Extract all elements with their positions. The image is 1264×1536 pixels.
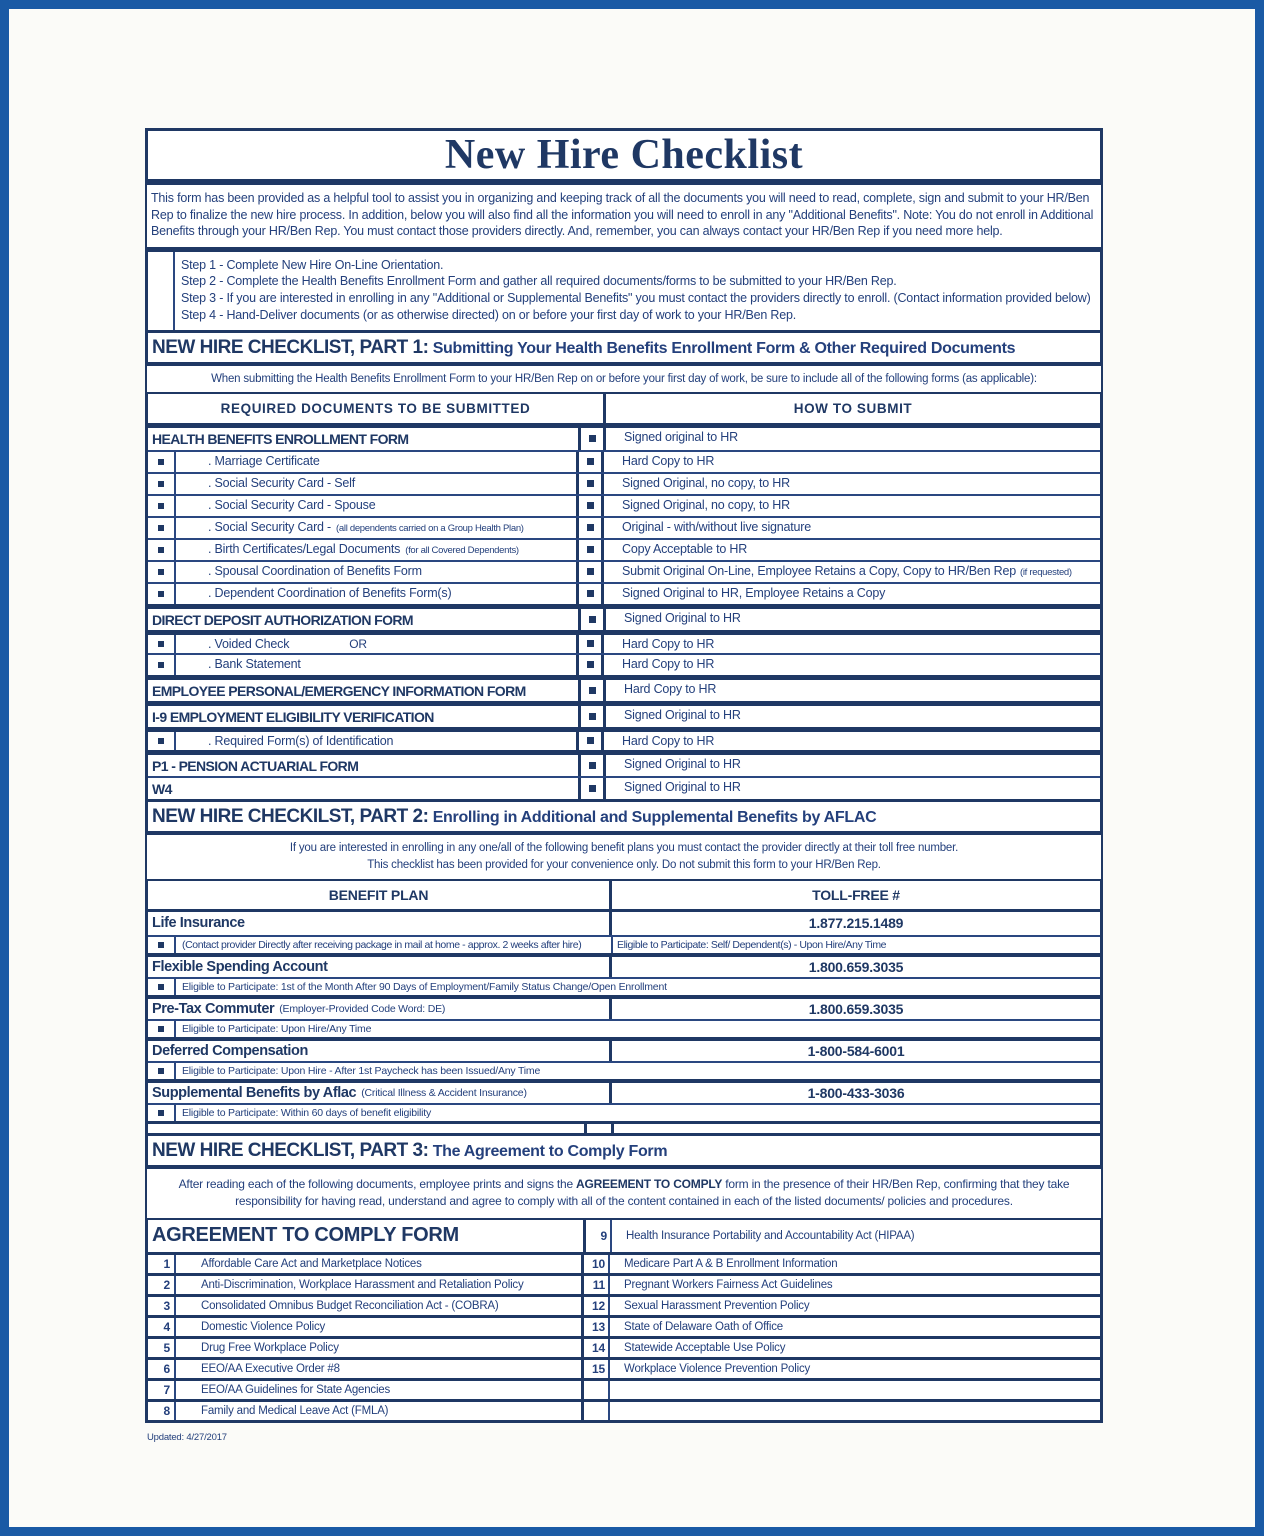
- item-number: 7: [148, 1381, 176, 1399]
- item-number: 5: [148, 1339, 176, 1357]
- table-row: [148, 776, 1100, 799]
- table-row: [148, 1357, 1100, 1378]
- table-row: [148, 1079, 1100, 1103]
- bullet-icon: [576, 732, 604, 750]
- part2-heading-prefix: NEW HIRE CHECKILST, PART 2:: [152, 805, 429, 827]
- table-row: [148, 630, 1100, 653]
- eligibility-note: Eligible to Participate: Upon Hire/Any Time: [182, 1022, 372, 1035]
- table-row: [148, 428, 1100, 450]
- part2-note-line1: If you are interested in enrolling in any one/all of the following benefit plans you must contact the provider directly at their toll free number.: [289, 841, 959, 854]
- bullet-icon: [578, 778, 606, 799]
- bullet-icon: [576, 540, 604, 560]
- agreement-item: Sexual Harassment Prevention Policy: [624, 1299, 810, 1312]
- table-row: [148, 1037, 1100, 1061]
- submit-method: Hard Copy to HR: [624, 681, 717, 696]
- item-number: 14: [584, 1339, 610, 1357]
- submit-method: Copy Acceptable to HR: [622, 541, 748, 556]
- table-row: [148, 653, 1100, 675]
- submit-method: Hard Copy to HR: [622, 733, 715, 748]
- submit-note: (if requested): [1020, 566, 1072, 578]
- table-row: [148, 516, 1100, 538]
- document-note: (for all Covered Dependents): [405, 544, 519, 556]
- item-number: 10: [584, 1255, 610, 1273]
- submit-method: Signed Original to HR: [624, 756, 741, 771]
- part1-heading: [145, 333, 1103, 366]
- bullet-icon: [578, 680, 606, 701]
- document-name: HEALTH BENEFITS ENROLLMENT FORM: [152, 431, 409, 448]
- part3-table: [145, 1220, 1103, 1423]
- agreement-item: Anti-Discrimination, Workplace Harassment and Retaliation Policy: [176, 1276, 584, 1294]
- table-row: [148, 582, 1100, 604]
- bullet-icon: [576, 584, 604, 604]
- item-number: 4: [148, 1318, 176, 1336]
- part2-heading-rest: Enrolling in Additional and Supplemental Benefits by AFLAC: [432, 808, 877, 826]
- document: [145, 128, 1103, 1443]
- bullet-icon: [148, 937, 176, 953]
- eligibility-row: [148, 1061, 1100, 1079]
- agreement-item: EEO/AA Guidelines for State Agencies: [176, 1381, 584, 1399]
- agreement-item: Pregnant Workers Fairness Act Guidelines: [624, 1278, 833, 1291]
- toll-free-number: 1-800-584-6001: [807, 1042, 905, 1059]
- agreement-item: Drug Free Workplace Policy: [176, 1339, 584, 1357]
- bullet-icon: [576, 474, 604, 494]
- submit-method: Signed Original to HR: [624, 707, 741, 722]
- eligibility-row: [148, 1019, 1100, 1037]
- submit-method: Original - with/without live signature: [622, 519, 812, 534]
- column-header-required-documents: REQUIRED DOCUMENTS TO BE SUBMITTED: [148, 394, 606, 423]
- toll-free-number: 1-800-433-3036: [807, 1084, 905, 1101]
- table-row: [148, 1336, 1100, 1357]
- part2-column-headers: [148, 881, 1100, 912]
- agreement-item: Family and Medical Leave Act (FMLA): [176, 1402, 584, 1420]
- bullet-icon: [576, 655, 604, 675]
- part1-table: [145, 428, 1103, 802]
- step-item: Step 1 - Complete New Hire On-Line Orientation.: [181, 257, 444, 272]
- part3-heading-rest: The Agreement to Comply Form: [432, 1142, 668, 1160]
- part2-table: [145, 881, 1103, 1136]
- document-name: . Spousal Coordination of Benefits Form: [208, 563, 422, 578]
- agreement-item: Consolidated Omnibus Budget Reconciliation Act - (COBRA): [176, 1297, 584, 1315]
- document-name: . Social Security Card -: [208, 519, 332, 534]
- eligibility-note: (Contact provider Directly after receiving package in mail at home - approx. 2 weeks after hire): [176, 937, 613, 953]
- item-number: 3: [148, 1297, 176, 1315]
- benefit-plan-name: Supplemental Benefits by Aflac: [152, 1084, 357, 1101]
- item-number: 6: [148, 1360, 176, 1378]
- agreement-item: Affordable Care Act and Marketplace Notices: [176, 1255, 584, 1273]
- table-row: [148, 1315, 1100, 1336]
- bullet-icon: [578, 755, 606, 776]
- eligibility-row: [148, 935, 1100, 953]
- bullet-icon: [148, 540, 176, 560]
- title-box: [145, 128, 1103, 185]
- benefit-plan-name: Life Insurance: [152, 915, 245, 932]
- submit-method: Hard Copy to HR: [622, 636, 715, 651]
- submit-method: Submit Original On-Line, Employee Retains a Copy, Copy to HR/Ben Rep: [622, 563, 1016, 578]
- submit-method: Signed Original, no copy, to HR: [622, 475, 790, 490]
- bullet-icon: [578, 428, 606, 450]
- table-row: [148, 472, 1100, 494]
- eligibility-row: [148, 1103, 1100, 1121]
- part3-note-end: form in the presence of their HR/Ben Rep, confirming that they take responsibility for having read, understand and agree to comply with all of the content contained in each of the listed documents/ policies and procedures.: [235, 1176, 1070, 1209]
- document-name: . Bank Statement: [208, 656, 301, 671]
- bullet-icon: [148, 1021, 176, 1037]
- document-name: . Marriage Certificate: [208, 453, 320, 468]
- step-item: Step 3 - If you are interested in enrolling in any "Additional or Supplemental Benefits" you must contact the providers directly to enroll. (Contact information provided below): [181, 291, 1091, 306]
- toll-free-number: 1.877.215.1489: [808, 915, 904, 932]
- benefit-plan-name: Pre-Tax Commuter: [152, 1000, 275, 1017]
- agreement-item: [610, 1381, 1100, 1399]
- bullet-icon: [576, 518, 604, 538]
- table-row: [148, 675, 1100, 701]
- bullet-icon: [148, 979, 176, 995]
- agreement-item: State of Delaware Oath of Office: [624, 1320, 783, 1333]
- table-row: [148, 995, 1100, 1019]
- table-row: [148, 450, 1100, 472]
- item-number: 13: [584, 1318, 610, 1336]
- document-name: . Required Form(s) of Identification: [208, 733, 394, 748]
- column-header-how-to-submit: HOW TO SUBMIT: [793, 400, 913, 416]
- bullet-icon: [576, 562, 604, 582]
- table-row: [148, 953, 1100, 977]
- document-name: DIRECT DEPOSIT AUTHORIZATION FORM: [152, 611, 413, 628]
- item-number: 2: [148, 1276, 176, 1294]
- part3-heading-prefix: NEW HIRE CHECKLIST, PART 3:: [152, 1139, 429, 1161]
- bullet-icon: [148, 496, 176, 516]
- agreement-item: [610, 1402, 1100, 1420]
- step-item: Step 4 - Hand-Deliver documents (or as otherwise directed) on or before your first day of work to your HR/Ben Rep.: [181, 307, 796, 322]
- benefit-plan-note: (Critical Illness & Accident Insurance): [361, 1086, 527, 1099]
- table-row: [148, 538, 1100, 560]
- item-number: 15: [584, 1360, 610, 1378]
- bullet-icon: [148, 635, 176, 653]
- part3-note-bold: AGREEMENT TO COMPLY: [576, 1176, 723, 1191]
- table-row: [148, 750, 1100, 776]
- table-row: [148, 1220, 1100, 1252]
- bullet-icon: [148, 452, 176, 472]
- bullet-icon: [148, 562, 176, 582]
- intro-text: This form has been provided as a helpful tool to assist you in organizing and keeping track of all the documents you will need to read, complete, sign and submit to your HR/Ben Rep to finalize the new hire process. In addition, below you will also find all the information you will need to enroll in any "Additional Benefits". Note: You do not enroll in Additional Benefits through your HR/Ben Rep. You must contact those providers directly. And, remember, you can always contact your HR/Ben Rep if you need more help.: [145, 185, 1103, 252]
- part1-heading-rest: Submitting Your Health Benefits Enrollment Form & Other Required Documents: [432, 339, 1016, 357]
- page-title: New Hire Checklist: [444, 132, 804, 178]
- bullet-icon: [578, 609, 606, 630]
- benefit-plan-name: Flexible Spending Account: [152, 958, 328, 975]
- document-name: . Social Security Card - Spouse: [208, 497, 376, 512]
- part3-note-start: After reading each of the following documents, employee prints and signs the: [178, 1176, 574, 1191]
- eligibility-note: Eligible to Participate: Self/ Dependent(s) - Upon Hire/Any Time: [617, 938, 887, 951]
- eligibility-note: Eligible to Participate: Within 60 days of benefit eligibility: [182, 1106, 432, 1119]
- document-name: P1 - PENSION ACTUARIAL FORM: [152, 757, 359, 774]
- table-row: [148, 1378, 1100, 1399]
- submit-method: Hard Copy to HR: [622, 453, 715, 468]
- document-note: (all dependents carried on a Group Health Plan): [336, 522, 524, 534]
- item-number: 1: [148, 1255, 176, 1273]
- item-number: 9: [586, 1220, 612, 1252]
- eligibility-note: Eligible to Participate: 1st of the Month After 90 Days of Employment/Family Status Change/Open Enrollment: [182, 980, 667, 993]
- part1-note: When submitting the Health Benefits Enrollment Form to your HR/Ben Rep on or before your first day of work, be sure to include all of the following forms (as applicable):: [145, 366, 1103, 394]
- document-name: EMPLOYEE PERSONAL/EMERGENCY INFORMATION FORM: [152, 682, 526, 699]
- document-name: . Social Security Card - Self: [208, 475, 356, 490]
- submit-method: Signed Original to HR: [624, 779, 741, 794]
- table-row: [148, 912, 1100, 935]
- document-name: W4: [152, 780, 172, 797]
- submit-method: Signed Original, no copy, to HR: [622, 497, 790, 512]
- bullet-icon: [148, 732, 176, 750]
- document-name: . Birth Certificates/Legal Documents: [208, 541, 401, 556]
- updated-date: Updated: 4/27/2017: [147, 1431, 227, 1443]
- bullet-icon: [576, 452, 604, 472]
- agreement-item: Domestic Violence Policy: [176, 1318, 584, 1336]
- steps-list: [175, 252, 1099, 330]
- submit-method: Signed Original to HR, Employee Retains a Copy: [622, 585, 886, 600]
- submit-method: Signed Original to HR: [624, 610, 741, 625]
- eligibility-row: [148, 977, 1100, 995]
- agreement-item: Health Insurance Portability and Accountability Act (HIPAA): [626, 1229, 915, 1242]
- column-header-toll-free: TOLL-FREE #: [812, 886, 900, 903]
- table-row: [148, 701, 1100, 727]
- spacer-row: [148, 1121, 1100, 1133]
- or-label: OR: [349, 636, 367, 651]
- agreement-item: EEO/AA Executive Order #8: [176, 1360, 584, 1378]
- part3-note: [145, 1169, 1103, 1220]
- item-number: 12: [584, 1297, 610, 1315]
- table-row: [148, 1294, 1100, 1315]
- document-name: . Dependent Coordination of Benefits Form(s): [208, 585, 452, 600]
- item-number: 8: [148, 1402, 176, 1420]
- item-number: [584, 1381, 610, 1399]
- submit-method: Hard Copy to HR: [622, 656, 715, 671]
- part1-column-headers: [145, 394, 1103, 428]
- bullet-icon: [576, 496, 604, 516]
- table-row: [148, 494, 1100, 516]
- bullet-icon: [148, 1063, 176, 1079]
- bullet-icon: [148, 1105, 176, 1121]
- part2-note-line2: This checklist has been provided for your convenience only. Do not submit this form to your HR/Ben Rep.: [367, 858, 881, 871]
- steps-gutter: [148, 252, 175, 330]
- bullet-icon: [148, 474, 176, 494]
- steps-box: [145, 252, 1103, 333]
- agreement-item: Statewide Acceptable Use Policy: [624, 1341, 786, 1354]
- table-row: [148, 560, 1100, 582]
- bullet-icon: [148, 655, 176, 675]
- document-name: I-9 EMPLOYMENT ELIGIBILITY VERIFICATION: [152, 708, 434, 725]
- submit-method: Signed original to HR: [624, 429, 738, 444]
- bullet-icon: [576, 635, 604, 653]
- item-number: [584, 1402, 610, 1420]
- agreement-item: Medicare Part A & B Enrollment Information: [624, 1257, 838, 1270]
- toll-free-number: 1.800.659.3035: [808, 1000, 904, 1017]
- table-row: [148, 604, 1100, 630]
- part2-note: [145, 835, 1103, 881]
- part3-heading: [145, 1136, 1103, 1169]
- part2-heading: [145, 802, 1103, 835]
- document-name: . Voided Check: [208, 636, 290, 651]
- step-item: Step 2 - Complete the Health Benefits Enrollment Form and gather all required documents/forms to be submitted to your HR/Ben Rep.: [181, 274, 897, 289]
- table-row: [148, 727, 1100, 750]
- part1-heading-prefix: NEW HIRE CHECKLIST, PART 1:: [152, 336, 429, 358]
- agreement-title: AGREEMENT TO COMPLY FORM: [152, 1224, 459, 1247]
- item-number: 11: [584, 1276, 610, 1294]
- benefit-plan-name: Deferred Compensation: [152, 1042, 308, 1059]
- benefit-plan-note: (Employer-Provided Code Word: DE): [279, 1002, 446, 1015]
- table-row: [148, 1273, 1100, 1294]
- column-header-benefit-plan: BENEFIT PLAN: [148, 881, 612, 909]
- bullet-icon: [578, 706, 606, 727]
- table-row: [148, 1252, 1100, 1273]
- agreement-item: Workplace Violence Prevention Policy: [624, 1362, 811, 1375]
- bullet-icon: [148, 584, 176, 604]
- toll-free-number: 1.800.659.3035: [808, 958, 904, 975]
- eligibility-note: Eligible to Participate: Upon Hire - After 1st Paycheck has been Issued/Any Time: [182, 1064, 541, 1077]
- bullet-icon: [148, 518, 176, 538]
- table-row: [148, 1399, 1100, 1420]
